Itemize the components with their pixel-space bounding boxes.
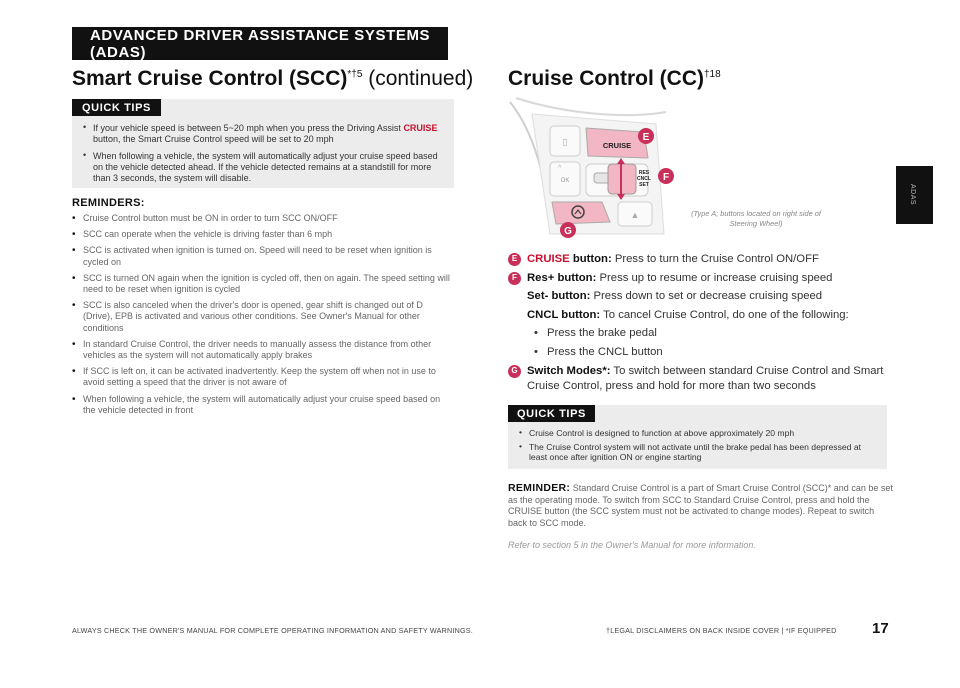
reminder-item: • Cruise Control button must be ON in order to turn SCC ON/OFF [72,213,454,224]
cc-title-sup: †18 [704,69,721,80]
switch-desc: To switch between standard Cruise Control and Smart Cruise Control, press and hold for more than two seconds [527,365,884,392]
reminder-item: • SCC is turned ON again when the ignition is cycled off, then on again. The speed setting will need to be reset when ignition is cycled [72,273,454,295]
scc-title-sup: *†5 [347,69,363,80]
cruise-desc: Press to turn the Cruise Control ON/OFF [611,253,819,265]
cncl-bold: CNCL button: [527,309,601,321]
cc-reminder-heading: REMINDER: [508,482,571,494]
cruise-button-label: CRUISE [602,141,632,150]
footer-disclaimer: †LEGAL DISCLAIMERS ON BACK INSIDE COVER | *IF EQUIPPED [606,626,837,635]
cc-reminder [508,483,894,529]
scc-title-text: Smart Cruise Control (SCC) [72,67,348,90]
reminders-heading: REMINDERS: [72,197,145,209]
side-tab-label: ADAS [909,184,916,206]
scc-quick-tips-label: QUICK TIPS [72,99,161,116]
cc-quick-tips-label: QUICK TIPS [508,405,595,422]
reminder-item: • SCC is also canceled when the driver's door is opened, gear shift is changed out of D (Drive), EPB is activated and various other conditions. See Owner's Manual for other conditions [72,300,454,334]
cc-title-text: Cruise Control (CC) [508,67,704,90]
feature-cruise [510,252,900,267]
cncl-desc: To cancel Cruise Control, do one of the following: [600,309,849,321]
footer-warning: ALWAYS CHECK THE OWNER'S MANUAL FOR COMPLETE OPERATING INFORMATION AND SAFETY WARNINGS. [72,626,473,635]
cruise-name: CRUISE [527,253,570,265]
lane-icon: ▯ [562,137,568,147]
set-bold: Set- button: [527,290,591,302]
diagram-caption: (Type A; buttons located on right side of Steering Wheel) [691,209,821,228]
steering-wheel-diagram [506,94,686,242]
callout-g-label: G [564,226,572,237]
scc-tip-text-post: button, the Smart Cruise Control speed will be set to 20 mph [93,134,334,145]
page-number: 17 [872,620,889,637]
badge-e: E [508,253,521,266]
cruise-keyword: CRUISE [403,123,438,133]
ok-label: OK [560,178,570,184]
cc-title [508,67,721,91]
set-desc: Press down to set or decrease cruising speed [590,290,823,302]
callout-f-label: F [662,172,670,183]
badge-g: G [508,365,521,378]
badge-f: F [508,272,521,285]
callout-e-label: E [642,132,650,143]
feature-cncl [527,309,849,321]
owners-manual-reference: Refer to section 5 in the Owner's Manual for more information. [508,540,756,550]
feature-res [510,271,900,286]
section-title: ADVANCED DRIVER ASSISTANCE SYSTEMS (ADAS) [90,26,431,61]
reminder-item: • SCC can operate when the vehicle is driving faster than 6 mph [72,229,454,240]
reminder-item: • SCC is activated when ignition is turned on. Speed will need to be reset when ignition is cycled on [72,245,454,267]
side-tab[interactable] [896,166,933,224]
res-label: RES [638,170,650,176]
scc-title [72,67,473,91]
scc-quick-tips [72,99,454,188]
set-label: SET [639,182,649,188]
res-desc: Press up to resume or increase cruising speed [596,272,833,284]
switch-bold: Switch Modes*: [527,365,611,377]
reminder-item: • When following a vehicle, the system will automatically adjust your cruise speed based on the vehicle detected in front [72,394,454,416]
feature-set [527,290,822,302]
cncl-label: CNCL [637,176,651,182]
cc-quick-tip: • Cruise Control is designed to function at above approximately 20 mph [519,428,879,439]
cc-reminder-text: Standard Cruise Control is a part of Smart Cruise Control (SCC)* and can be set as the operating mode. To switch from SCC to Standard Cruise Control, press and hold the CRUISE button (the SCC system must not be activated to change modes). Repeat to switch back to SCC mode. [508,483,893,528]
reminder-item: • If SCC is left on, it can be activated inadvertently. Keep the system off when not in use to avoid setting a speed that the driver is not aware of [72,366,454,388]
reminder-item: • In standard Cruise Control, the driver needs to manually assess the distance from other vehicles as the system will not automatically apply brakes [72,339,454,361]
cc-quick-tips [508,405,887,469]
res-bold: Res+ button: [527,272,597,284]
cncl-bullet: • Press the brake pedal [534,327,657,339]
scc-tip-text: If your vehicle speed is between 5~20 mph when you press the Driving Assist [93,123,401,133]
feature-switch-modes [510,364,900,393]
scc-quick-tip: • When following a vehicle, the system will automatically adjust your cruise speed based on the vehicle detected ahead. If the vehicle detected remains at a standstill for more than 3 seconds, the system will disable. [83,151,443,185]
cncl-bullet: • Press the CNCL button [534,346,663,358]
wheel-top-line [516,98,666,115]
reminders-section [72,197,454,421]
scc-quick-tip [83,123,443,146]
scc-title-continued: (continued) [362,67,474,90]
section-header [72,27,448,60]
vehicle-distance-icon: ▲ [630,210,640,220]
up-arrow-icon: ^ [558,165,562,172]
cruise-bold: button: [569,253,612,265]
cc-quick-tip: • The Cruise Control system will not activate until the brake pedal has been depressed at least once after ignition ON or engine starting [519,442,879,463]
